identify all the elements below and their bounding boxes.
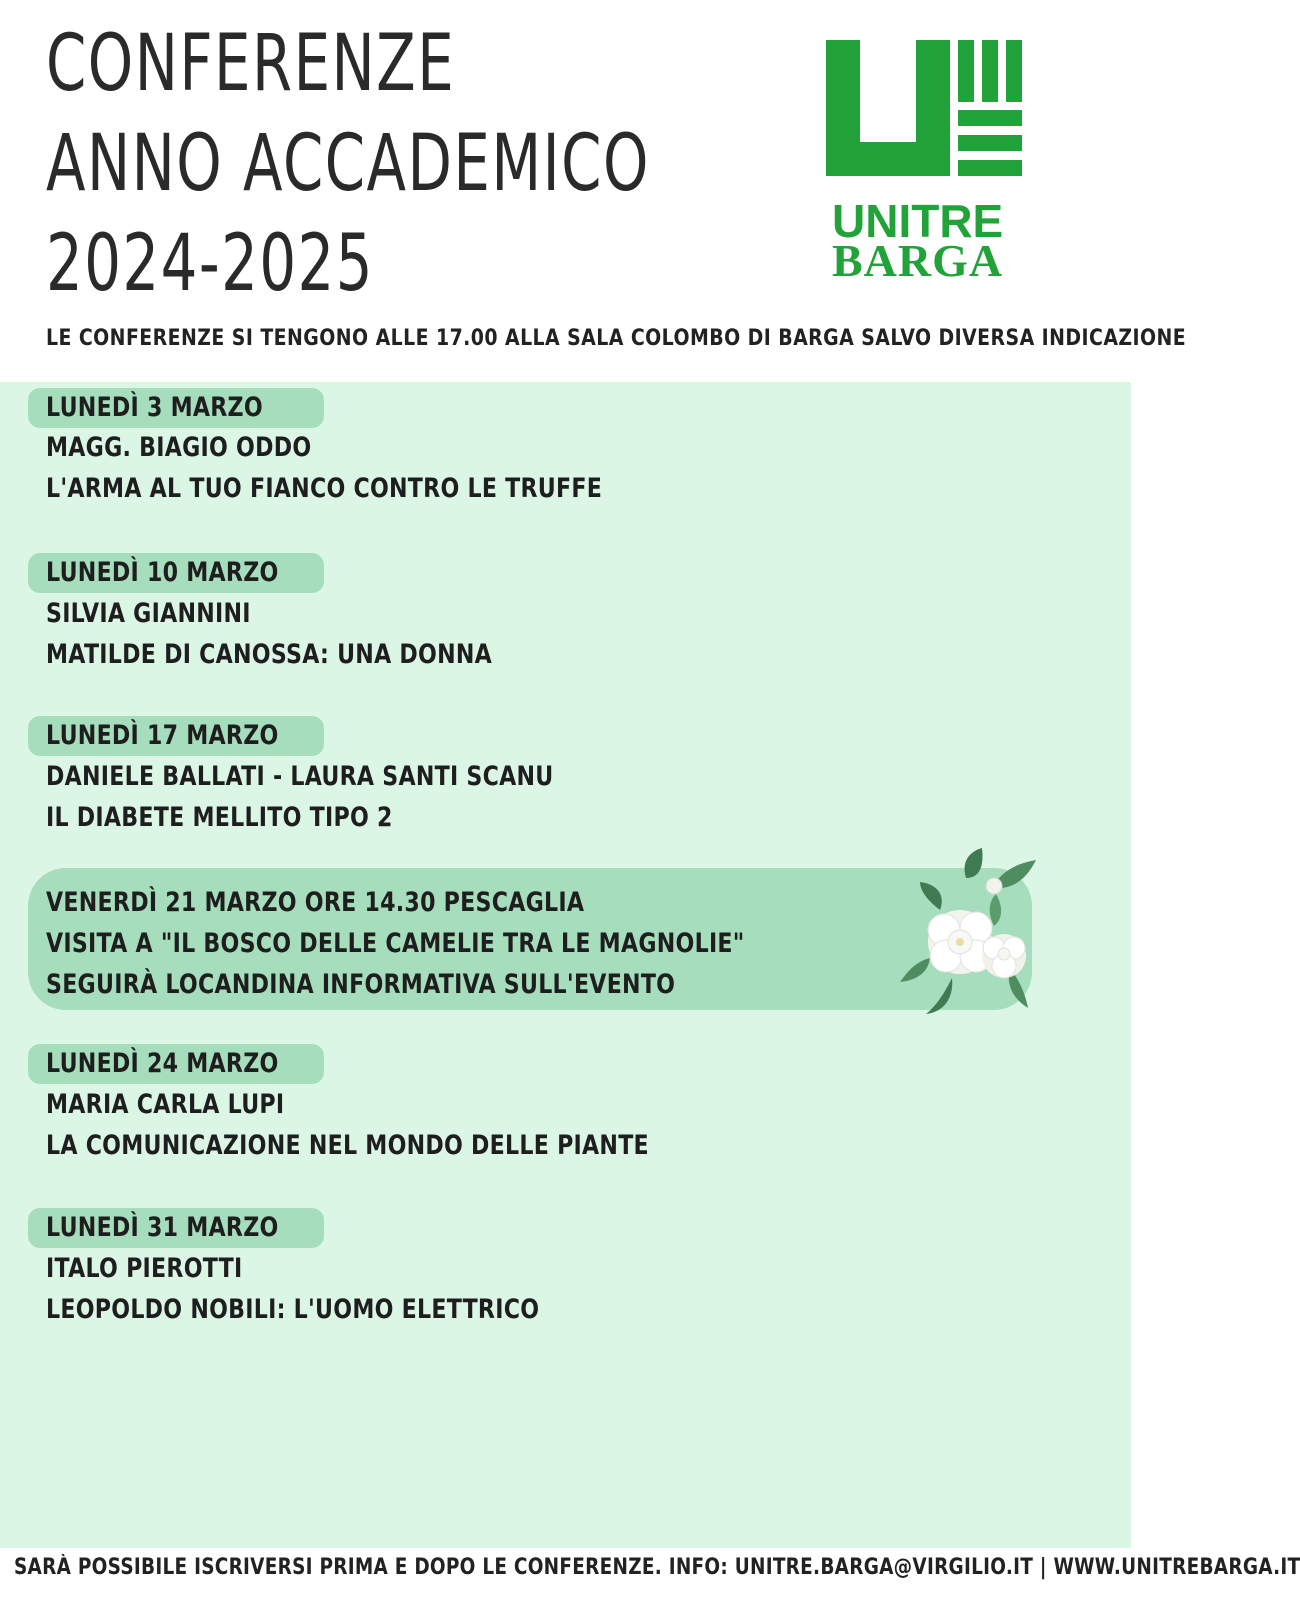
- event-date: LUNEDÌ 24 MARZO: [46, 1048, 279, 1079]
- event-topic: MATILDE DI CANOSSA: UNA DONNA: [46, 639, 493, 670]
- event-topic: LA COMUNICAZIONE NEL MONDO DELLE PIANTE: [46, 1130, 649, 1161]
- camellia-flower-icon: [900, 848, 1052, 1018]
- event-topic: L'ARMA AL TUO FIANCO CONTRO LE TRUFFE: [46, 473, 603, 504]
- special-event-line-2: VISITA A "IL BOSCO DELLE CAMELIE TRA LE MAGNOLIE": [46, 928, 745, 959]
- schedule-notice: LE CONFERENZE SI TENGONO ALLE 17.00 ALLA SALA COLOMBO DI BARGA SALVO DIVERSA INDICAZIONE: [46, 326, 1187, 351]
- special-event-line-1: VENERDÌ 21 MARZO ORE 14.30 PESCAGLIA: [46, 887, 585, 918]
- event-topic: LEOPOLDO NOBILI: L'UOMO ELETTRICO: [46, 1294, 540, 1325]
- event-date: LUNEDÌ 17 MARZO: [46, 720, 279, 751]
- footer-info: SARÀ POSSIBILE ISCRIVERSI PRIMA E DOPO LE CONFERENZE. INFO: UNITRE.BARGA@VIRGILIO.IT | WWW.UNITREBARGA.IT: [14, 1555, 1300, 1580]
- special-event-line-3: SEGUIRÀ LOCANDINA INFORMATIVA SULL'EVENTO: [46, 969, 676, 1000]
- event-date: LUNEDÌ 3 MARZO: [46, 392, 263, 423]
- logo-wordmark-barga: BARGA: [832, 235, 1004, 286]
- event-speaker: MARIA CARLA LUPI: [46, 1089, 285, 1120]
- title-line-3: 2024-2025: [46, 219, 374, 309]
- title-line-2: ANNO ACCADEMICO: [46, 119, 650, 209]
- title-line-1: CONFERENZE: [46, 19, 456, 109]
- event-date: LUNEDÌ 31 MARZO: [46, 1212, 279, 1243]
- event-speaker: SILVIA GIANNINI: [46, 598, 251, 629]
- page-title: [46, 14, 862, 314]
- event-speaker: DANIELE BALLATI - LAURA SANTI SCANU: [46, 761, 554, 792]
- logo-wordmark-unitre: UNITRE: [832, 195, 1004, 247]
- event-speaker: MAGG. BIAGIO ODDO: [46, 432, 312, 463]
- event-date: LUNEDÌ 10 MARZO: [46, 557, 279, 588]
- event-topic: IL DIABETE MELLITO TIPO 2: [46, 802, 393, 833]
- event-speaker: ITALO PIEROTTI: [46, 1253, 243, 1284]
